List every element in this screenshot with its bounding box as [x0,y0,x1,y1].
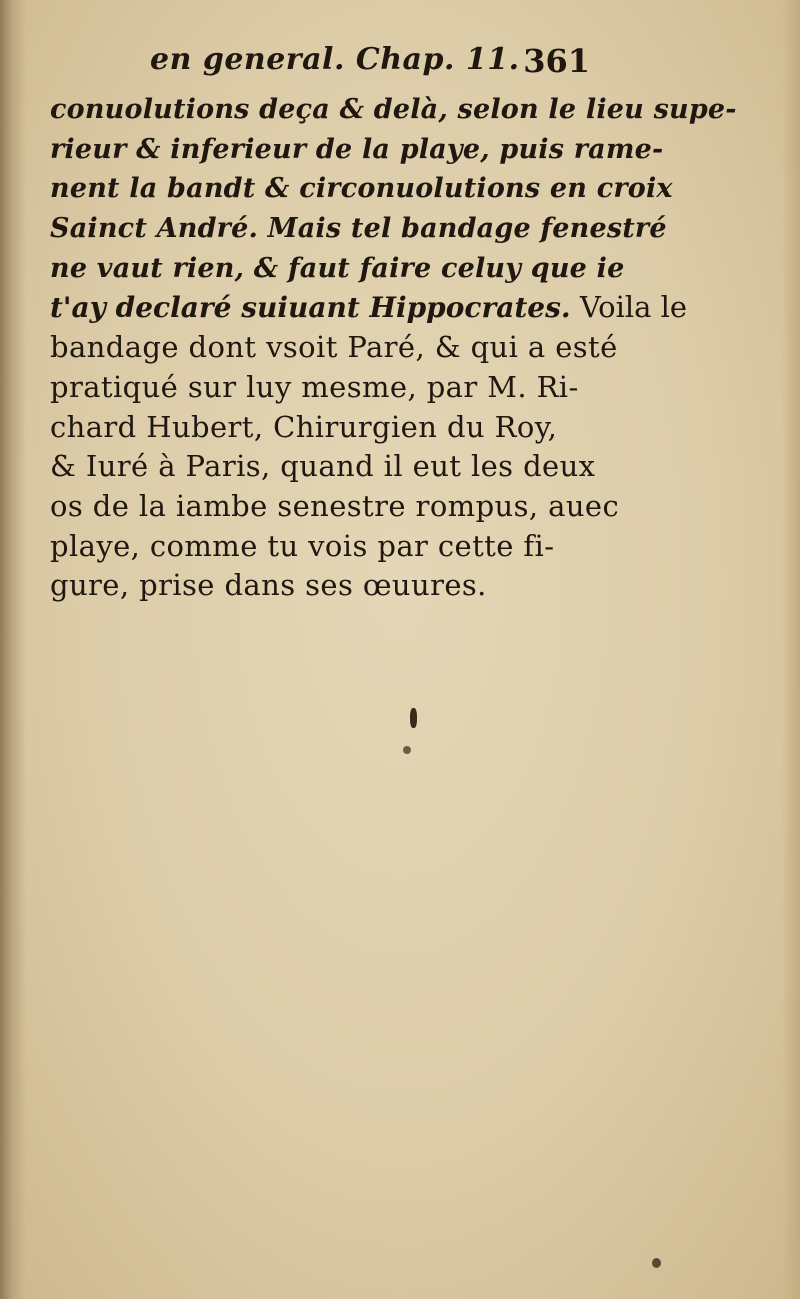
text-line: nent la bandt & circonuolutions en croix [50,173,673,205]
page-number: 361 [523,42,590,80]
running-head [150,42,590,86]
text-line: chard Hubert, Chirurgien du Roy, [50,409,558,444]
text-line-italic-part: t'ay declaré suiuant Hippocrates. [50,291,571,325]
text-line: os de la iambe senestre rompus, auec [50,488,620,523]
text-line: Sainct André. Mais tel bandage fenestré [50,213,667,245]
text-line [50,288,688,328]
page-gutter [0,0,26,1299]
text-line: bandage dont vsoit Paré, & qui a esté [50,330,618,365]
ink-spot [410,708,417,728]
text-line: playe, comme tu vois par cette fi- [50,528,555,563]
text-line: conuolutions deça & delà, selon le lieu supe- [50,94,737,125]
body-text [50,90,737,606]
text-line: gure, prise dans ses œuures. [50,568,487,603]
text-line: ne vaut rien, & faut faire celuy que ie [50,252,625,284]
ink-spot [652,1258,661,1268]
text-line-roman-part: Voila le [570,290,688,325]
ink-spot [403,746,411,754]
text-line: pratiqué sur luy mesme, par M. Ri- [50,369,579,404]
page-edge [782,0,800,1299]
text-line: rieur & inferieur de la playe, puis rame- [50,133,664,165]
text-line: & Iuré à Paris, quand il eut les deux [50,449,596,484]
running-head-title: en general. Chap. 11. [150,42,520,77]
